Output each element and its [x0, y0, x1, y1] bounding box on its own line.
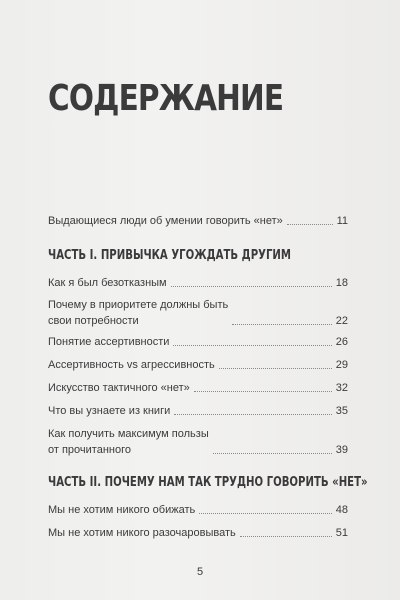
toc-page-number: 51 — [335, 527, 348, 539]
page-number-footer: 5 — [196, 566, 204, 578]
toc-entry-text: Понятие ассертивности — [48, 336, 170, 348]
dot-leader — [240, 536, 332, 537]
toc-entry — [48, 525, 348, 541]
dot-leader — [287, 224, 333, 225]
toc-entry-intro — [48, 213, 348, 229]
toc-entry-text: Искусство тактичного «нет» — [48, 382, 190, 394]
toc-entry-text — [48, 297, 228, 329]
toc-entry-text: Как я был безотказным — [48, 277, 167, 289]
toc-entry-line-2: свои потребности — [48, 315, 139, 327]
page-title: СОДЕРЖАНИЕ — [48, 78, 284, 119]
toc-page-number: 11 — [336, 215, 348, 227]
toc-page-number: 29 — [335, 359, 348, 371]
dot-leader — [213, 453, 332, 454]
toc-entry-text: Выдающиеся люди об умении говорить «нет» — [48, 215, 283, 227]
part-2-heading: ЧАСТЬ II. ПОЧЕМУ НАМ ТАК ТРУДНО ГОВОРИТЬ «НЕТ» — [48, 475, 368, 490]
toc-entry-text: Мы не хотим никого обижать — [48, 504, 196, 516]
toc-entry — [48, 502, 348, 518]
dot-leader — [199, 513, 332, 514]
dot-leader — [194, 391, 332, 392]
toc-page-number: 22 — [335, 315, 348, 327]
dot-leader — [174, 414, 332, 415]
toc-page-number: 39 — [335, 444, 348, 456]
dot-leader — [171, 286, 332, 287]
toc-entry-text: Ассертивность vs агрессивность — [48, 359, 215, 371]
toc-entry — [48, 380, 348, 396]
toc-entry-line-1: Как получить максимум пользы — [48, 428, 209, 440]
dot-leader — [219, 368, 332, 369]
toc-page-number: 32 — [335, 382, 348, 394]
toc-entry-text: Мы не хотим никого разочаровывать — [48, 527, 236, 539]
part-1-heading: ЧАСТЬ I. ПРИВЫЧКА УГОЖДАТЬ ДРУГИМ — [48, 248, 292, 263]
toc-page-number: 26 — [335, 336, 348, 348]
toc-entry — [48, 334, 348, 350]
toc-page-number: 35 — [335, 405, 348, 417]
toc-entry-line-1: Почему в приоритете должны быть — [48, 299, 229, 311]
toc-entry-text — [48, 426, 209, 458]
toc-entry-line-2: от прочитанного — [48, 444, 131, 456]
dot-leader — [232, 324, 332, 325]
toc-page-number: 48 — [335, 504, 348, 516]
toc-page-number: 18 — [335, 277, 348, 289]
dot-leader — [173, 345, 331, 346]
toc-entry — [48, 357, 348, 373]
toc-entry — [48, 275, 348, 291]
toc-entry — [48, 403, 348, 419]
toc-entry-text: Что вы узнаете из книги — [48, 405, 171, 417]
toc-entry — [48, 426, 348, 458]
toc-entry — [48, 297, 348, 329]
